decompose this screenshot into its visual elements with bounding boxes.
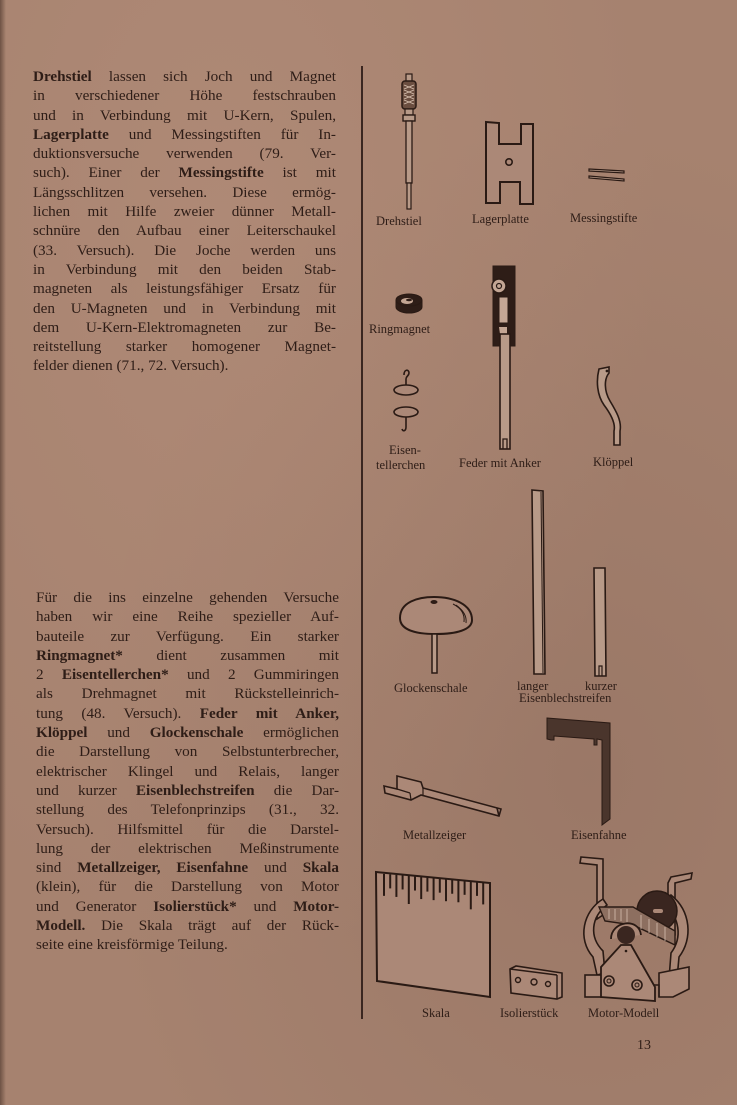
- text-run: ist mit: [263, 164, 336, 182]
- text-run: tung (48. Versuch).: [36, 704, 200, 722]
- text-run: dient zusammen mit: [122, 646, 339, 664]
- text-run: (33. Versuch). Die Joche werden uns: [33, 241, 336, 259]
- text-line: [36, 704, 339, 723]
- caption-eisenblechstreifen: Eisenblechstreifen: [519, 691, 612, 705]
- text-line: [33, 260, 336, 279]
- bold-term: Motor-: [293, 897, 340, 915]
- text-line: [36, 897, 339, 916]
- bold-term: Ringmagnet*: [36, 646, 123, 664]
- text-line: [33, 163, 336, 182]
- bold-term: Skala: [302, 859, 339, 877]
- text-line: [33, 279, 336, 298]
- text-line: [33, 125, 336, 144]
- text-run: in verschiedener Höhe festschrauben: [33, 87, 336, 105]
- caption-messingstifte: Messingstifte: [570, 211, 638, 225]
- caption-isolierstueck: Isolierstück: [500, 1006, 559, 1020]
- caption-kurzer: kurzer: [585, 679, 617, 693]
- ringmagnet-illustration: [395, 293, 423, 315]
- text-run: und kurzer: [36, 781, 136, 799]
- text-run: duktionsversuche verwenden (79. Ver-: [33, 145, 336, 163]
- text-line: [33, 106, 336, 125]
- text-line: [36, 607, 339, 626]
- bold-term: Eisenblechstreifen: [135, 781, 255, 799]
- text-line: [36, 820, 339, 839]
- bold-term: Glockenschale: [149, 724, 244, 742]
- text-line: [33, 318, 336, 337]
- text-run: ermöglichen: [243, 724, 339, 742]
- caption-glockenschale: Glockenschale: [394, 681, 468, 695]
- caption-metallzeiger: Metallzeiger: [403, 828, 467, 842]
- text-line: [33, 202, 336, 221]
- isolierstueck-illustration: [508, 965, 564, 1000]
- text-run: such). Einer der: [33, 164, 179, 182]
- text-run: schnüre den Aufbau einer Leiterschaukel: [33, 222, 336, 240]
- caption-langer: langer: [517, 679, 549, 693]
- page-number: 13: [637, 1038, 651, 1053]
- text-run: Versuch). Hilfsmittel für die Darstel-: [36, 820, 339, 838]
- text-run: Längsschlitzen versehen. Diese ermög-: [33, 183, 336, 201]
- text-run: und: [236, 897, 294, 915]
- caption-kloeppel: Klöppel: [593, 455, 634, 469]
- bold-term: Messingstifte: [178, 164, 264, 182]
- text-run: und in Verbindung mit U-Kern, Spulen,: [33, 106, 336, 124]
- text-line: [36, 723, 339, 742]
- text-run: 2: [36, 666, 62, 684]
- column-divider: [361, 66, 363, 1019]
- text-run: dem U-Kern-Elektromagneten zur Be-: [33, 318, 336, 336]
- paragraph-drehstiel: [33, 67, 336, 376]
- text-line: [36, 839, 339, 858]
- kurzer-eisenblechstreifen-illustration: [592, 566, 608, 680]
- text-run: sind: [36, 859, 78, 877]
- text-run: und 2 Gummiringen: [168, 666, 339, 684]
- text-run: seite eine kreisförmige Teilung.: [36, 936, 228, 954]
- caption-drehstiel: Drehstiel: [376, 214, 422, 228]
- caption-feder-mit-anker: Feder mit Anker: [459, 456, 541, 470]
- text-line: [33, 337, 336, 356]
- text-run: elektrischer Klingel und Relais, langer: [36, 762, 339, 780]
- text-line: [33, 241, 336, 260]
- text-line: [36, 684, 339, 703]
- caption-eisentellerchen-1: Eisen-: [389, 443, 421, 457]
- text-run: und Generator: [36, 897, 154, 915]
- text-run: haben wir eine Reihe spezieller Auf-: [36, 608, 339, 626]
- bold-term: Isolierstück*: [153, 897, 237, 915]
- text-line: [36, 762, 339, 781]
- eisentellerchen-illustration: [391, 365, 421, 441]
- text-line: [33, 67, 336, 86]
- text-run: bauteile zur Verfügung. Ein starker: [36, 627, 339, 645]
- text-run: in Verbindung mit den beiden Stab-: [33, 260, 336, 278]
- glockenschale-illustration: [398, 596, 474, 678]
- langer-eisenblechstreifen-illustration: [529, 488, 547, 678]
- text-line: [33, 299, 336, 318]
- caption-eisenfahne: Eisenfahne: [571, 828, 627, 842]
- text-run: als Drehmagnet mit Rückstelleinrich-: [36, 685, 339, 703]
- bold-term: Metallzeiger, Eisenfahne: [77, 859, 249, 877]
- caption-eisentellerchen-2: tellerchen: [376, 458, 426, 472]
- text-run: lung der elektrischen Meßinstrumente: [36, 839, 339, 857]
- messingstifte-illustration: [588, 167, 626, 183]
- bold-term: Feder mit Anker,: [199, 704, 339, 722]
- bold-term: Lagerplatte: [33, 125, 109, 143]
- text-run: die Dar-: [254, 781, 339, 799]
- text-run: und: [87, 724, 150, 742]
- text-run: felder dienen (71., 72. Versuch).: [33, 357, 229, 375]
- bold-term: Drehstiel: [33, 68, 92, 85]
- caption-skala: Skala: [422, 1006, 450, 1020]
- text-line: [36, 800, 339, 819]
- feder-mit-anker-illustration: [490, 264, 520, 454]
- text-run: und: [248, 859, 303, 877]
- page-edge-shadow: [0, 0, 6, 1105]
- caption-motor-modell: Motor-Modell: [588, 1006, 660, 1020]
- text-line: [33, 221, 336, 240]
- text-run: die Darstellung von Selbstunterbrecher,: [36, 743, 339, 761]
- text-run: lichen mit Hilfe zweier dünner Metall-: [33, 203, 336, 221]
- text-line: [33, 356, 336, 375]
- text-run: Für die ins einzelne gehenden Versuche: [36, 589, 339, 606]
- text-line: [36, 627, 339, 646]
- text-line: [36, 935, 339, 954]
- text-line: [36, 781, 339, 800]
- caption-ringmagnet: Ringmagnet: [369, 322, 431, 336]
- text-line: [36, 877, 339, 896]
- drehstiel-illustration: [398, 74, 422, 214]
- text-line: [36, 916, 339, 935]
- text-line: [33, 86, 336, 105]
- text-run: magneten als leistungsfähiger Ersatz für: [33, 280, 336, 298]
- text-run: stellung des Telefonprinzips (31., 32.: [36, 801, 339, 819]
- text-run: reitstellung starker homogener Magnet-: [33, 338, 336, 356]
- text-line: [36, 742, 339, 761]
- caption-lagerplatte: Lagerplatte: [472, 212, 529, 226]
- eisenfahne-illustration: [546, 717, 616, 827]
- text-run: Die Skala trägt auf der Rück-: [85, 917, 339, 935]
- motor-modell-illustration: [575, 855, 697, 1001]
- text-line: [36, 588, 339, 607]
- text-line: [36, 858, 339, 877]
- paragraph-aufbauteile: [36, 588, 339, 955]
- text-run: (klein), für die Darstellung von Motor: [36, 878, 339, 896]
- text-line: [33, 144, 336, 163]
- lagerplatte-illustration: [484, 120, 536, 206]
- text-run: den U-Magneten und in Verbindung mit: [33, 299, 336, 317]
- bold-term: Klöppel: [36, 724, 88, 742]
- text-line: [33, 183, 336, 202]
- bold-term: Eisentellerchen*: [61, 666, 169, 684]
- text-run: lassen sich Joch und Magnet: [91, 68, 336, 85]
- text-line: [36, 665, 339, 684]
- bold-term: Modell.: [36, 917, 86, 935]
- skala-illustration: [374, 871, 494, 999]
- text-run: und Messingstiften für In-: [108, 125, 336, 143]
- text-line: [36, 646, 339, 665]
- metallzeiger-illustration: [383, 775, 501, 817]
- kloeppel-illustration: [592, 365, 632, 447]
